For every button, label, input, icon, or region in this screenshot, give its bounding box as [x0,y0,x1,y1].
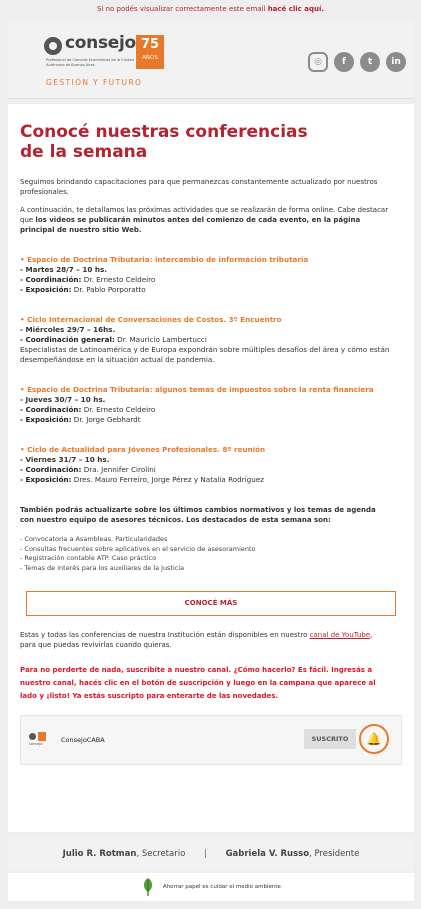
coordination-value: Dra. Jennifer Cirolini [81,465,156,474]
event-item [20,315,402,365]
badge-years: AÑOS [142,55,158,61]
subscribe-note: Para no perderte de nada, suscribite a nuestro canal. ¿Cómo hacerlo? Es fácil. Ingresás a nuestro canal, hacés clic en el botón de suscripción y luego en la campana que aparece al lado y ¡listo! Ya estás suscripto para enterarte de las novedades. [20,666,376,700]
eco-text: Ahorrar papel es cuidar el medio ambiente [162,884,281,890]
logo-mark-icon [44,37,62,55]
bell-icon: 🔔 [359,724,389,754]
logo-tagline: Profesional de Ciencias Económicas de la Ciudad Autónoma de Buenos Aires [46,58,134,67]
logo-badge-icon [38,732,46,741]
mini-logo-text: consejo [29,742,43,746]
coordination-label: - Coordinación: [20,275,82,284]
youtube-text-a: Estas y todas las conferencias de nuestra Institución están disponibles en nuestro [20,631,310,639]
intro-paragraph-2 [20,205,390,235]
event-coordination [20,405,402,415]
event-date: - Jueves 30/7 – 10 hs. [20,395,106,404]
youtube-text-b: , para que puedas revivirlas cuando quieras. [20,631,373,649]
event-coordination [20,465,402,475]
eco-note [8,873,414,901]
exposition-label: - Exposición: [20,415,72,424]
coordination-label: - Coordinación general: [20,335,115,344]
event-item [20,255,402,295]
badge-number: 75 [140,37,160,52]
event-item [20,445,402,485]
event-exposition [20,285,402,295]
event-date: - Martes 28/7 – 10 hs. [20,265,107,274]
intro2-text: A continuación, te detallamos las próximas actividades que se realizarán de forma online. Cabe destacar que [20,206,389,224]
anniversary-badge [136,35,164,69]
channel-name: ConsejoCABA [61,736,105,744]
agenda-intro: También podrás actualizarte sobre los últimos cambios normativos y los temas de agenda con nuestro equipo de asesores técnicos. Los destacados de esta semana son: [20,506,376,524]
event-coordination [20,335,402,345]
signature-footer [8,837,414,871]
event-title[interactable]: • Ciclo de Actualidad para Jóvenes Profesionales. 8º reunión [20,445,266,454]
youtube-subscribe-mockup [20,715,402,765]
event-date: - Miércoles 29/7 – 16hs. [20,325,116,334]
view-online-note [0,0,421,18]
signatory-1-name: Julio R. Rotman [62,849,137,859]
event-exposition [20,415,402,425]
conoce-mas-button[interactable]: CONOCÉ MÁS [26,591,396,616]
leaf-icon [141,877,155,897]
facebook-icon[interactable]: f [334,52,354,72]
footer-separator: | [203,849,207,859]
view-online-text: Si no podés visualizar correctamente este email [96,5,266,13]
exposition-label: - Exposición: [20,475,72,484]
youtube-channel-link[interactable]: canal de YouTube [309,631,371,639]
event-item [20,385,402,425]
twitter-icon[interactable]: t [360,52,380,72]
list-item: - Convocatoria a Asambleas. Particularidades [20,535,168,543]
coordination-value: Dr. Mauricio Lambertucci [114,335,207,344]
event-exposition [20,475,402,485]
exposition-label: - Exposición: [20,285,72,294]
signatory-2-name: Gabriela V. Russo [225,849,310,859]
social-links [308,52,406,72]
email-header [8,20,414,99]
page-title: Conocé nuestras conferencias de la semana [20,122,308,162]
intro-paragraph: Seguimos brindando capacitaciones para que permanezcas constantemente actualizado por nuestros profesionales. [20,178,378,196]
event-title[interactable]: • Espacio de Doctrina Tributaria: intercambio de información tributaria [20,255,309,264]
logo-brand: consejo [65,33,136,53]
event-title[interactable]: • Espacio de Doctrina Tributaria: algunos temas de impuestos sobre la renta financiera [20,385,374,394]
coordination-label: - Coordinación: [20,405,82,414]
signatory-2-role: , Presidente [309,849,360,859]
event-coordination [20,275,402,285]
list-item: - Registración contable ATP. Caso práctico [20,554,157,562]
coordination-value: Dr. Ernesto Celdeiro [81,405,156,414]
exposition-value: Dr. Jorge Gebhardt [71,415,141,424]
consejo-logo[interactable] [44,33,184,93]
list-item: - Consultas frecuentes sobre aplicativos en el servicio de asesoramiento [20,544,256,553]
exposition-value: Dres. Mauro Ferreiro, Jorge Pérez y Natalia Rodríguez [71,475,264,484]
coordination-label: - Coordinación: [20,465,82,474]
subscribed-button: SUSCRITO [304,729,356,749]
event-title[interactable]: • Ciclo Internacional de Conversaciones de Costos. 3º Encuentro [20,315,282,324]
event-description: Especialistas de Latinoamérica y de Europa expondrán sobre múltiples desafíos del área y cómo están desempeñándose en la situación actual de pandemia. [20,345,390,364]
signatory-1-role: , Secretario [136,849,186,859]
view-online-link[interactable]: hacé clic aquí. [267,5,325,13]
logo-slogan: GESTIÓN Y FUTURO [46,78,143,87]
linkedin-icon[interactable]: in [386,52,406,72]
event-date: - Viernes 31/7 – 10 hs. [20,455,110,464]
coordination-value: Dr. Ernesto Celdeiro [81,275,156,284]
channel-logo [29,732,49,746]
logo-mark-icon [29,733,36,740]
topics-list [20,535,402,573]
exposition-value: Dr. Pablo Porporatto [71,285,146,294]
instagram-icon[interactable]: ◎ [308,52,328,72]
intro2-bold: los videos se publicarán minutos antes del comienzo de cada evento, en la página principal de nuestro sitio Web. [20,216,361,234]
list-item: - Temas de interés para los auxiliares de la justicia [20,563,185,572]
youtube-paragraph [20,630,390,650]
email-body [8,104,414,832]
